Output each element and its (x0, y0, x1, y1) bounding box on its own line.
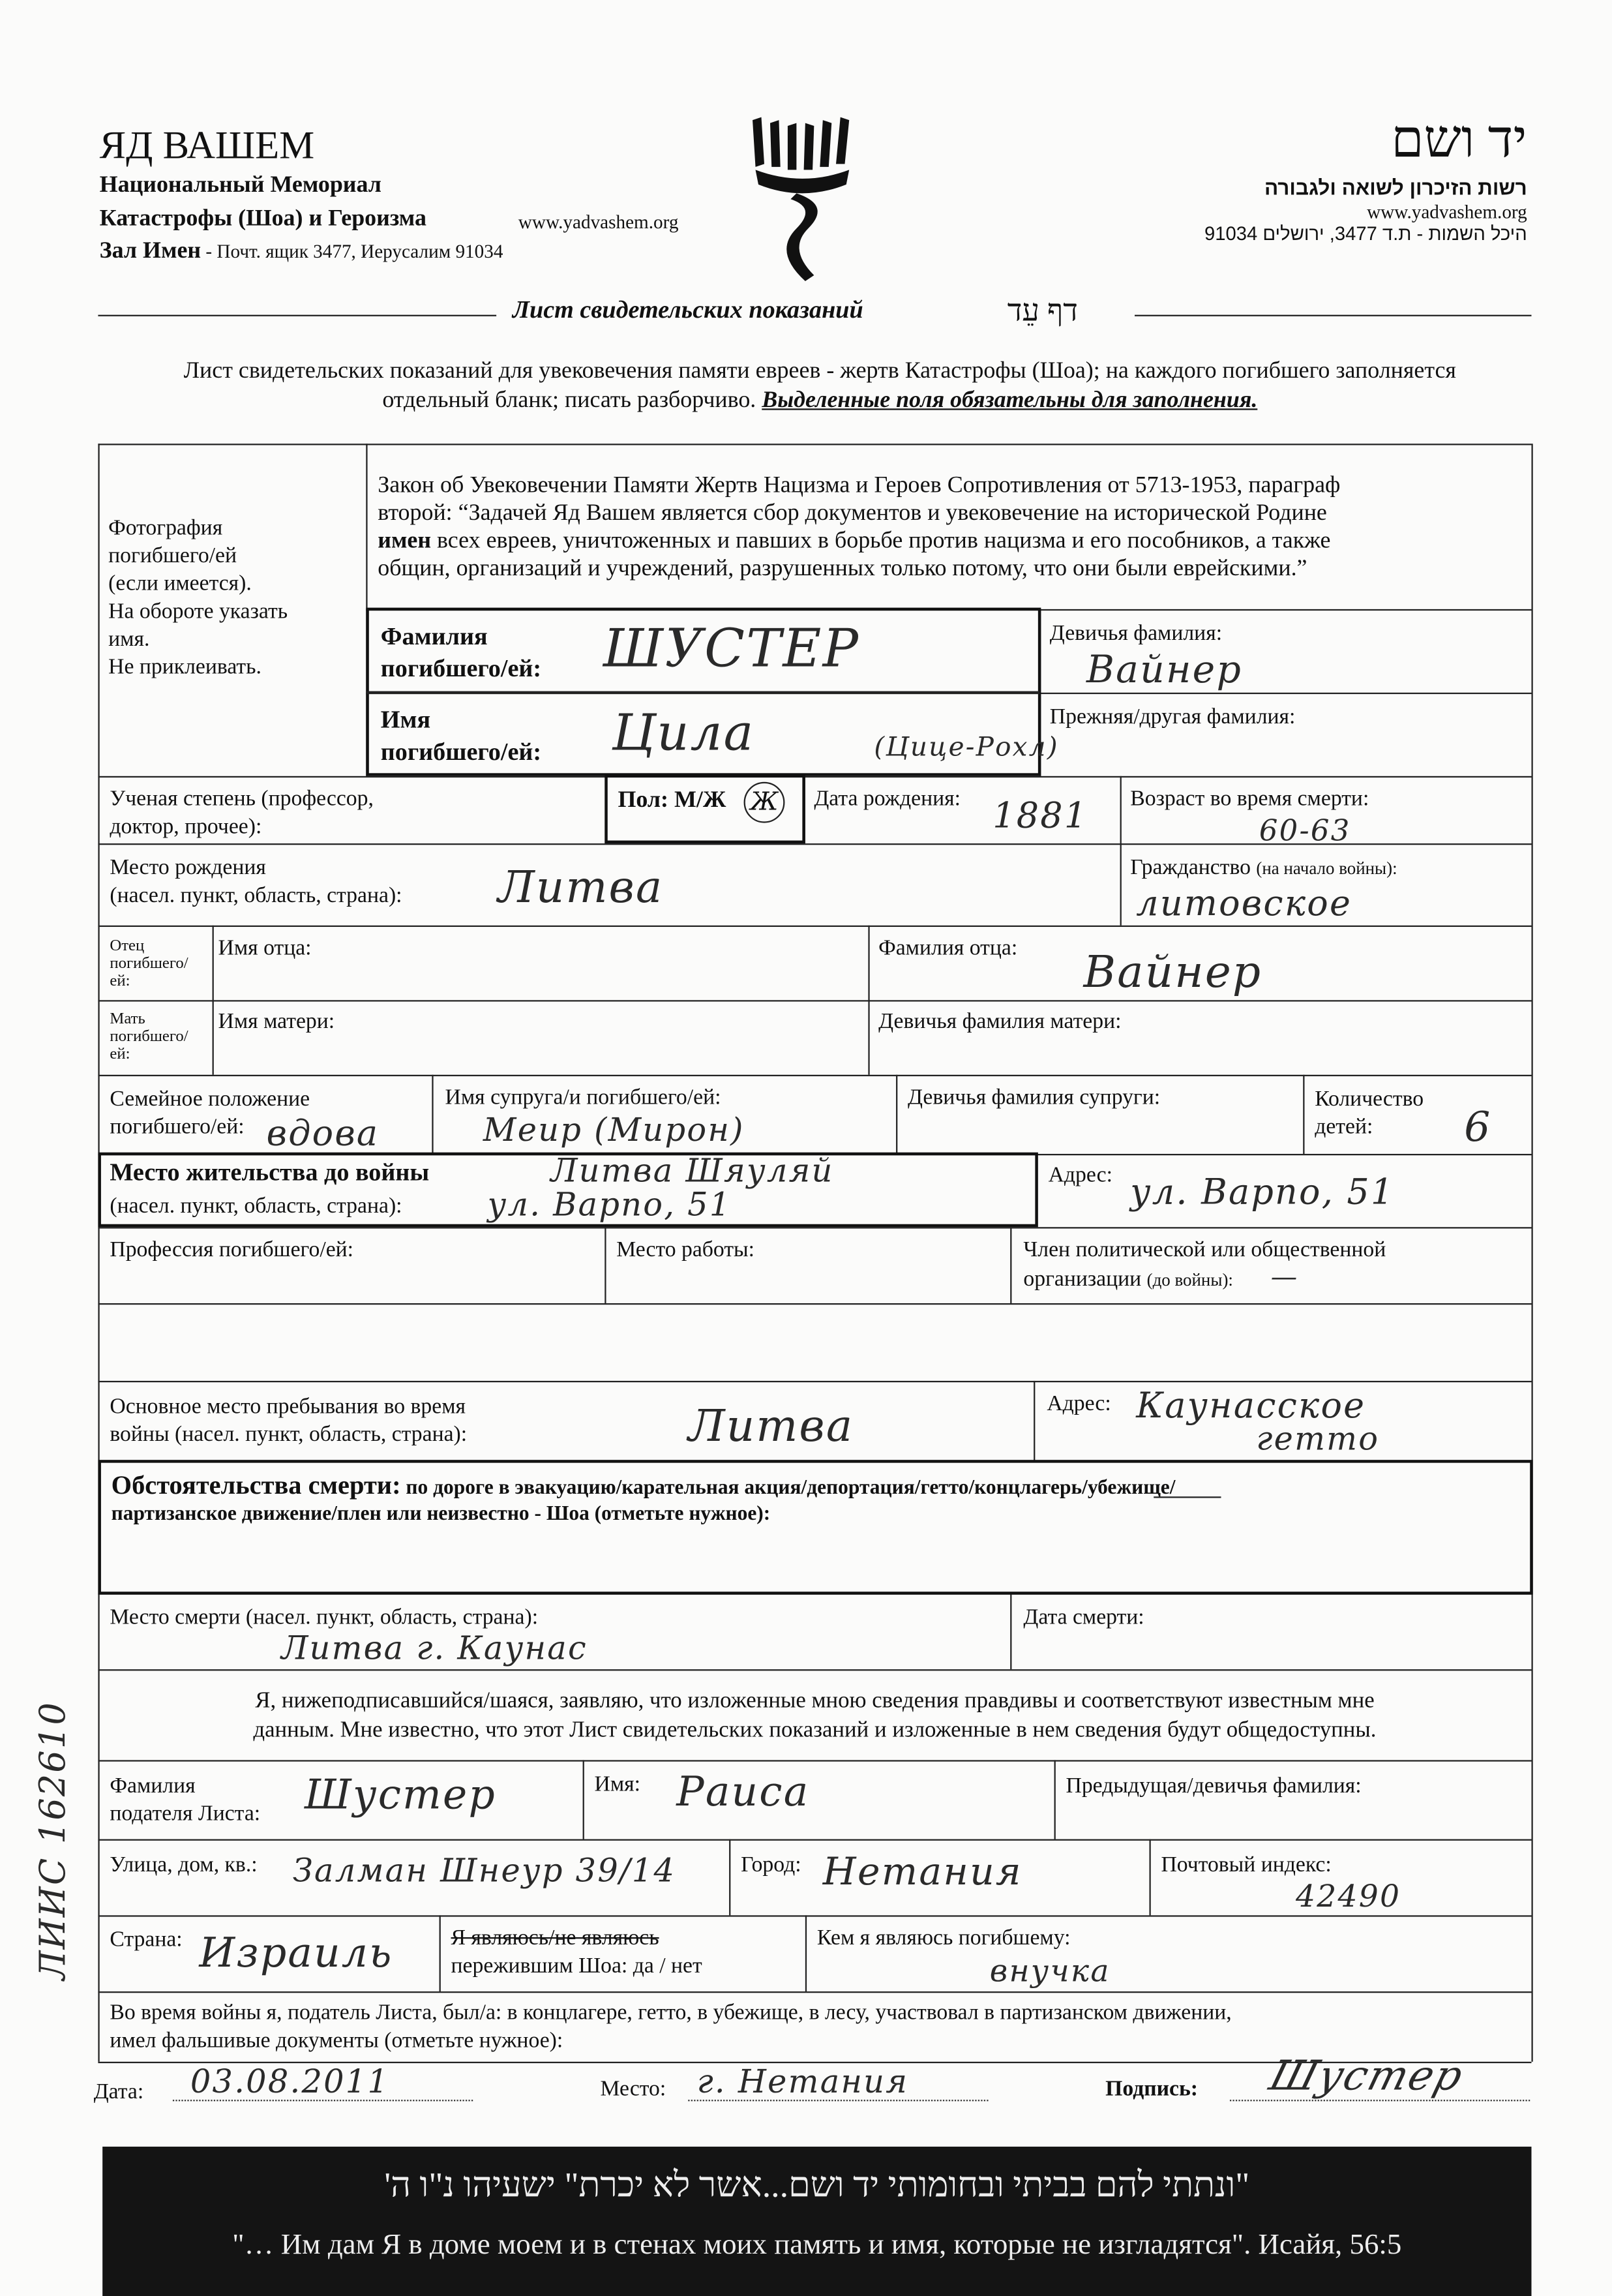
label-line: Фамилия (110, 1774, 196, 1798)
label-line: Имя (380, 706, 431, 734)
maiden-value[interactable]: Вайнер (1086, 648, 1243, 693)
label-line: погибшего/ (110, 1027, 188, 1046)
war-address-value-2[interactable]: гетто (1256, 1421, 1380, 1458)
sex-label: Пол: М/Ж (618, 787, 726, 813)
death-circumstances-options[interactable]: по дороге в эвакуацию/карательная акция/депортация/гетто/концлагерь/убежище/ (406, 1477, 1176, 1500)
title-rule-right (1135, 315, 1531, 316)
surname-value[interactable]: ШУСТЕР (603, 619, 860, 680)
citizenship-note: (на начало войны): (1256, 858, 1397, 879)
first-name-note[interactable]: (Цице-Рохл) (874, 732, 1059, 763)
workplace-label: Место работы: (616, 1239, 755, 1263)
law-line (378, 527, 1340, 555)
title-rule-left (98, 315, 496, 316)
signature-line (1230, 2100, 1530, 2101)
label-line: Во время войны я, податель Листа, был/а: в концлагере, гетто, в убежище, в лесу, участвовал в партизанском движении, (110, 2001, 1232, 2025)
label-line: имел фальшивые документы (отметьте нужное): (110, 2029, 563, 2053)
death-date-label: Дата смерти: (1023, 1606, 1144, 1630)
other-surname-label: Прежняя/другая фамилия: (1049, 706, 1296, 729)
law-line: второй: “Задачей Яд Вашем является сбор документов и увековечение на исторической Родине (378, 500, 1327, 526)
signature-label: Подпись: (1105, 2077, 1199, 2102)
war-address-value-1[interactable]: Каунасское (1136, 1385, 1366, 1427)
law-text (378, 472, 1340, 583)
spouse-label: Имя супруга/и погибшего/ей: (445, 1086, 721, 1110)
org-subtitle-1: Национальный Мемориал (99, 172, 381, 198)
photo-note-line: погибшего/ей (108, 545, 237, 569)
hall-address-he: היכל השמות - ת.ד 3477, ירושלים 91034 (1204, 222, 1527, 245)
label-line: детей: (1315, 1115, 1373, 1140)
residence-sublabel: (насел. пункт, область, страна): (110, 1194, 402, 1218)
marital-value[interactable]: вдова (266, 1113, 380, 1154)
label-line: ей: (110, 1045, 130, 1063)
form-title-he: דף עֵד (1007, 292, 1078, 328)
hall-address-text: - Почт. ящик 3477, Иерусалим 91034 (205, 240, 503, 262)
yad-vashem-logo (744, 112, 864, 284)
death-circumstances-label: Обстоятельства смерти: (111, 1470, 401, 1500)
birth-date-value[interactable]: 1881 (993, 794, 1088, 836)
surname-label (381, 621, 541, 686)
law-line: Закон об Увековечении Памяти Жертв Нацизма и Героев Сопротивления от 5713-1953, параграф (378, 473, 1341, 498)
place-label: Место: (600, 2077, 666, 2102)
first-name-value[interactable]: Цила (612, 704, 755, 763)
residence-value-2[interactable]: ул. Варпо, 51 (487, 1187, 732, 1224)
photo-note-line: Не приклеивать. (108, 656, 261, 680)
sex-selected[interactable]: Ж (744, 782, 785, 823)
zip-label: Почтовый индекс: (1161, 1854, 1332, 1877)
label-line: погибшего/ей: (110, 1115, 245, 1140)
archive-stamp: ЛИИС 162610 (32, 1701, 74, 1980)
residence-value-1[interactable]: Литва Шяуляй (550, 1153, 834, 1191)
label-line: Основное место пребывания во время (110, 1395, 466, 1419)
label-line: Мать (110, 1010, 145, 1028)
city-value[interactable]: Нетания (822, 1850, 1022, 1895)
footer-quote-ru: "… Им дам Я в доме моем и в стенах моих память и имя, которые не изгладятся". Исайя, 56:5 (232, 2228, 1402, 2261)
war-place-label (110, 1394, 467, 1449)
label-line: пережившим Шоа: да / нет (451, 1954, 702, 1978)
declaration-line: данным. Мне известно, что этот Лист свидетельских показаний и изложенные в нем сведения будут общедоступны. (253, 1717, 1377, 1743)
website: www.yadvashem.org (518, 211, 679, 233)
residence-label: Место жительства до войны (110, 1158, 430, 1186)
intro-required: Выделенные поля обязательны для заполнения. (762, 387, 1258, 414)
age-value[interactable]: 60-63 (1259, 812, 1351, 848)
relation-label: Кем я являюсь погибшему: (816, 1927, 1071, 1951)
date-label: Дата: (93, 2081, 144, 2104)
death-circumstances-options-2[interactable]: партизанское движение/плен или неизвестно - Шоа (отметьте нужное): (111, 1503, 771, 1526)
father-side-label (110, 937, 188, 990)
survivor-label[interactable] (451, 1926, 702, 1981)
photo-note (108, 515, 288, 682)
death-circumstances (112, 1470, 1176, 1501)
children-label (1315, 1087, 1424, 1142)
label-line: доктор, прочее): (110, 815, 262, 839)
war-address-label: Адрес: (1047, 1392, 1111, 1416)
law-emphasis: имен (378, 528, 432, 554)
footer-quote-band (102, 2147, 1531, 2296)
intro-body: Лист свидетельских показаний для увековечения памяти евреев - жертв Катастрофы (Шоа); на каждого погибшего заполняется отдельный бланк; писать разборчиво. (183, 359, 1456, 414)
label-line: ей: (110, 972, 130, 990)
submitter-name-label: Имя: (594, 1773, 641, 1797)
signature-value[interactable]: Шустер (1264, 2051, 1470, 2100)
citizenship-label (1130, 855, 1397, 883)
member-note: (до войны): (1146, 1269, 1233, 1290)
hall-label: Зал Имен (99, 238, 202, 264)
label-line: Ученая степень (профессор, (110, 787, 374, 811)
footer-quote-he: "ונתתי להם בביתי ובחומותי יד ושם...אשר לא יכרת" ישעיהו נ"ו ה' (384, 2167, 1250, 2205)
label-line: Семейное положение (110, 1087, 310, 1111)
spouse-value[interactable]: Меир (Мирон) (483, 1113, 745, 1150)
form-title: Лист свидетельских показаний (512, 295, 863, 324)
degree-label (110, 787, 374, 842)
photo-note-line: (если имеется). (108, 572, 252, 596)
address-value[interactable]: ул. Варпо, 51 (1130, 1171, 1395, 1213)
submitter-surname-value[interactable]: Шустер (305, 1770, 496, 1819)
label-line: Я являюсь/не являюсь (451, 1927, 659, 1951)
declaration (98, 1687, 1531, 1745)
label-line: погибшего/ей: (380, 738, 542, 766)
birthplace-label (110, 855, 402, 911)
father-name-label: Имя отца: (218, 937, 312, 961)
submitter-surname-label (110, 1774, 260, 1829)
death-place-value[interactable]: Литва г. Каунас (281, 1631, 588, 1668)
website-he: www.yadvashem.org (1367, 200, 1527, 223)
submitter-name-value[interactable]: Раиса (676, 1767, 810, 1816)
label-line: Место рождения (110, 856, 266, 881)
birthplace-value[interactable]: Литва (498, 862, 664, 914)
street-value[interactable]: Залман Шнеур 39/14 (293, 1854, 676, 1891)
org-name-ru: ЯД ВАШЕМ (99, 123, 315, 167)
photo-note-line: Фотография (108, 517, 223, 541)
father-surname-label: Фамилия отца: (878, 937, 1018, 961)
label-line: (насел. пункт, область, страна): (110, 884, 402, 908)
label-line: погибшего/ (110, 954, 188, 973)
age-label: Возраст во время смерти: (1130, 787, 1369, 811)
label-line: Член политической или общественной (1023, 1239, 1386, 1263)
city-label: Город: (741, 1854, 801, 1877)
label-line: Фамилия (380, 622, 488, 650)
law-line-rest: всех евреев, уничтоженных и павших в борьбе против нацизма и его пособников, а также (431, 528, 1331, 554)
children-value[interactable]: 6 (1464, 1102, 1492, 1151)
citizenship-value[interactable]: литовское (1136, 883, 1352, 924)
mother-side-label (110, 1010, 188, 1063)
country-value[interactable]: Израиль (199, 1928, 393, 1977)
label-line: организации (1023, 1268, 1142, 1292)
mother-maiden-label: Девичья фамилия матери: (878, 1010, 1122, 1034)
mother-name-label: Имя матери: (218, 1010, 335, 1034)
member-label (1023, 1237, 1386, 1295)
label-line: погибшего/ей: (380, 654, 542, 683)
father-surname-value[interactable]: Вайнер (1083, 947, 1262, 999)
photo-note-line: имя. (108, 628, 150, 652)
wartime-label (110, 2001, 1231, 2056)
label-line: Отец (110, 937, 145, 955)
maiden-label: Девичья фамилия: (1049, 622, 1223, 646)
first-name-label (381, 704, 541, 769)
hall-address (100, 239, 503, 265)
org-subtitle-he: רשות הזיכרון לשואה ולגבורה (1264, 175, 1527, 200)
country-label: Страна: (110, 1928, 183, 1952)
war-place-value[interactable]: Литва (688, 1401, 854, 1453)
birth-date-label: Дата рождения: (814, 787, 961, 811)
org-name-he: יד ושם (1391, 110, 1527, 169)
profession-label: Профессия погибшего/ей: (110, 1239, 354, 1263)
death-place-label: Место смерти (насел. пункт, область, страна): (110, 1606, 539, 1630)
relation-value[interactable]: внучка (989, 1953, 1111, 1989)
declaration-line: Я, нижеподписавшийся/шаяся, заявляю, что изложенные мною сведения правдивы и соответствуют известным мне (255, 1688, 1375, 1714)
spouse-maiden-label: Девичья фамилия супруги: (908, 1086, 1161, 1110)
member-value[interactable]: — (1270, 1262, 1299, 1293)
ghetto-underline-mark (1154, 1496, 1221, 1498)
law-line: общин, организаций и учреждений, разрушенных только потому, что они были еврейскими.” (378, 556, 1307, 582)
org-subtitle-2: Катастрофы (Шоа) и Героизма (99, 206, 426, 232)
street-label: Улица, дом, кв.: (110, 1854, 258, 1877)
submitter-prev-label: Предыдущая/девичья фамилия: (1066, 1774, 1362, 1798)
label-line: войны (насел. пункт, область, страна): (110, 1423, 468, 1447)
date-value[interactable]: 03.08.2011 (190, 2064, 390, 2102)
intro-text (147, 357, 1494, 416)
place-value[interactable]: г. Нетания (696, 2064, 909, 2102)
label-line: подателя Листа: (110, 1802, 261, 1826)
zip-value[interactable]: 42490 (1296, 1879, 1401, 1914)
label-line: Количество (1315, 1087, 1424, 1111)
photo-note-line: На обороте указать (108, 600, 288, 624)
address-label: Адрес: (1048, 1164, 1112, 1188)
citizenship-label-text: Гражданство (1130, 856, 1251, 881)
